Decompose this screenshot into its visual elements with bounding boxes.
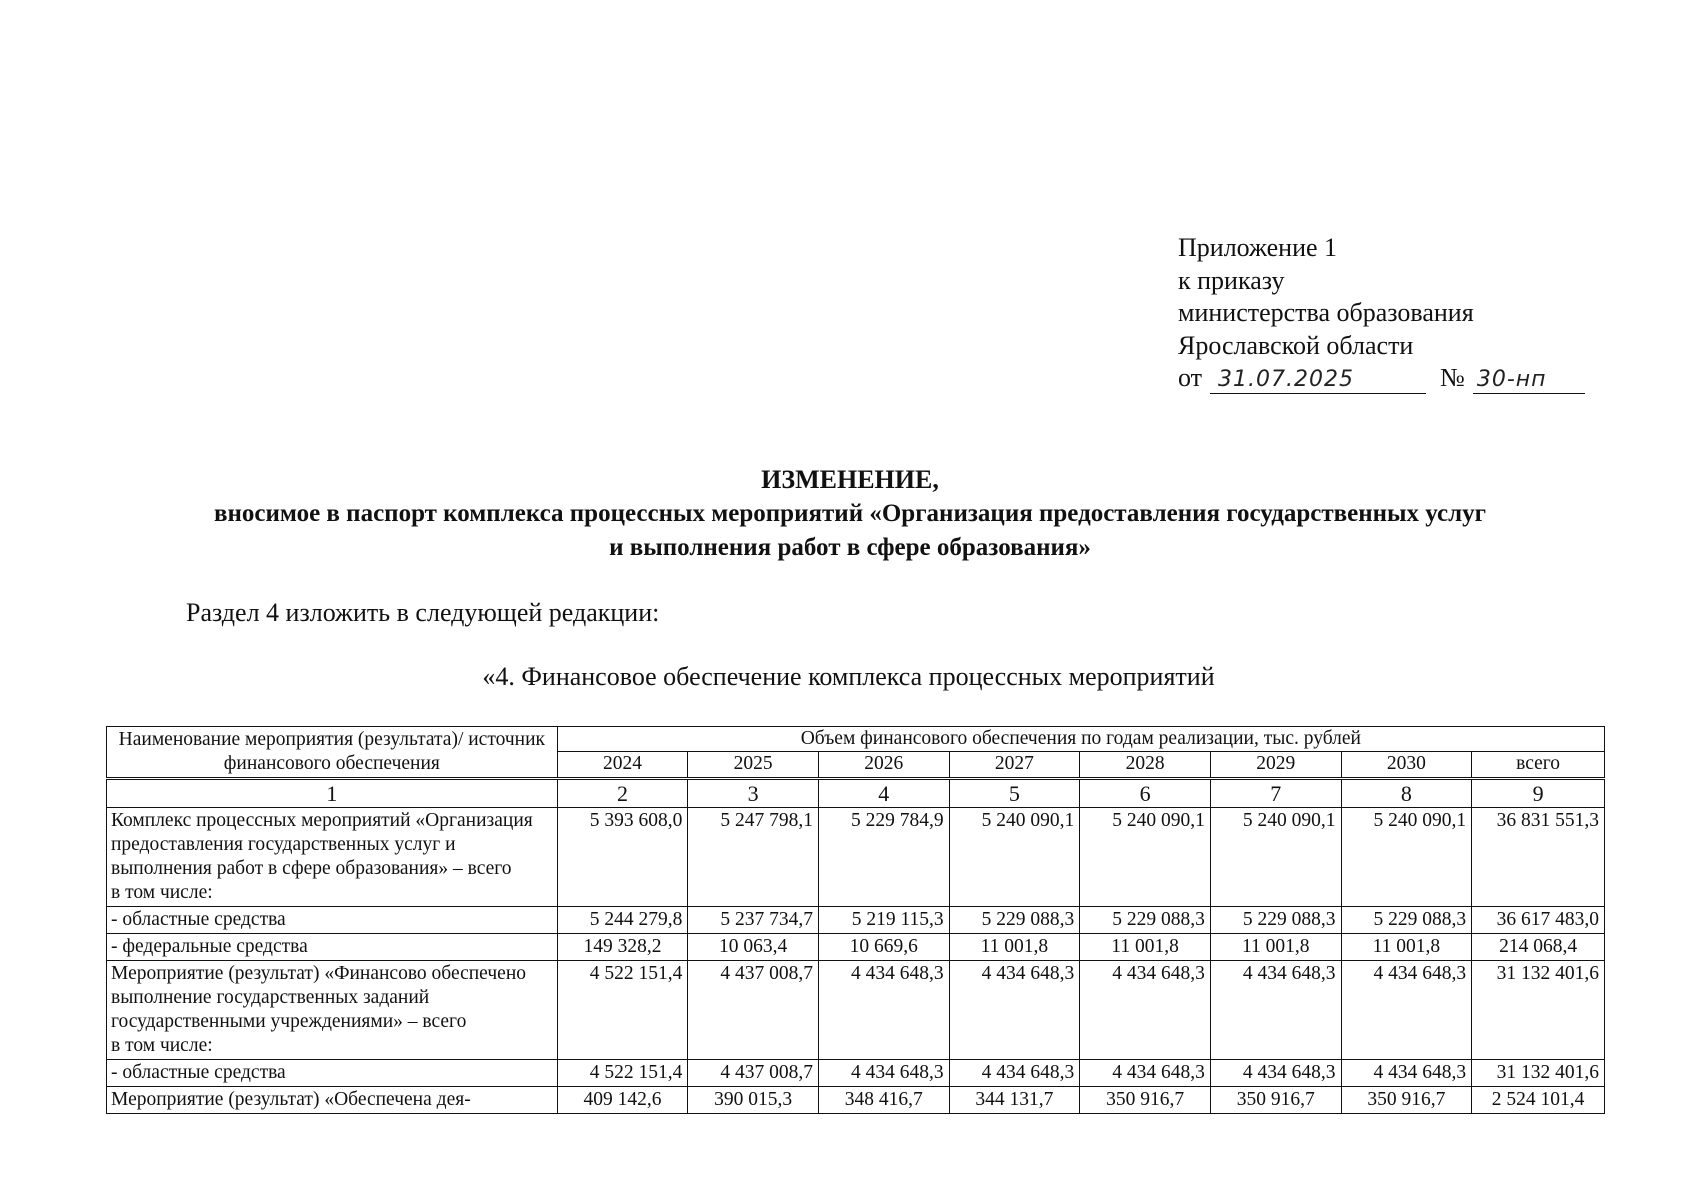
table-row bbox=[107, 961, 1605, 1060]
header-year-cell: 2028 bbox=[1080, 752, 1211, 779]
handwritten-number: 30-нп bbox=[1473, 367, 1585, 394]
total-cell: 36 617 483,0 bbox=[1472, 907, 1605, 934]
row-name-cell: Мероприятие (результат) «Обеспечена дея- bbox=[107, 1087, 558, 1114]
value-cell: 4 434 648,3 bbox=[1210, 1060, 1341, 1087]
value-cell: 4 522 151,4 bbox=[557, 1060, 688, 1087]
table-row bbox=[107, 934, 1605, 961]
value-cell: 5 229 088,3 bbox=[1341, 907, 1472, 934]
value-cell: 5 229 784,9 bbox=[818, 808, 949, 907]
table-row bbox=[107, 1060, 1605, 1087]
value-cell: 5 237 734,7 bbox=[688, 907, 819, 934]
value-cell: 4 434 648,3 bbox=[949, 1060, 1080, 1087]
row-name-cell: - областные средства bbox=[107, 1060, 558, 1087]
value-cell: 348 416,7 bbox=[818, 1087, 949, 1114]
value-cell: 5 240 090,1 bbox=[1341, 808, 1472, 907]
financing-table bbox=[106, 726, 1605, 1114]
value-cell: 5 240 090,1 bbox=[949, 808, 1080, 907]
row-name-cell: - областные средства bbox=[107, 907, 558, 934]
value-cell: 350 916,7 bbox=[1210, 1087, 1341, 1114]
value-cell: 350 916,7 bbox=[1080, 1087, 1211, 1114]
value-cell: 4 434 648,3 bbox=[1210, 961, 1341, 1060]
value-cell: 11 001,8 bbox=[949, 934, 1080, 961]
value-cell: 4 437 008,7 bbox=[688, 961, 819, 1060]
value-cell: 11 001,8 bbox=[1210, 934, 1341, 961]
section-title: «4. Финансовое обеспечение комплекса процессных мероприятий bbox=[482, 662, 1215, 691]
row-name-cell: - федеральные средства bbox=[107, 934, 558, 961]
row-note: в том числе: bbox=[111, 882, 213, 903]
value-cell: 4 434 648,3 bbox=[1080, 1060, 1211, 1087]
value-cell: 4 434 648,3 bbox=[818, 1060, 949, 1087]
document-subtitle-line: вносимое в паспорт комплекса процессных мероприятий «Организация предоставления государственных услуг bbox=[213, 500, 1487, 527]
header-year-cell: 2027 bbox=[949, 752, 1080, 779]
header-total-cell: всего bbox=[1472, 752, 1605, 779]
value-cell: 5 219 115,3 bbox=[818, 907, 949, 934]
row-note: в том числе: bbox=[111, 1035, 213, 1056]
value-cell: 5 229 088,3 bbox=[1080, 907, 1211, 934]
number-sign: № bbox=[1440, 363, 1465, 392]
value-cell: 149 328,2 bbox=[557, 934, 688, 961]
date-prefix: от bbox=[1178, 363, 1203, 392]
table-row bbox=[107, 907, 1605, 934]
value-cell: 5 240 090,1 bbox=[1210, 808, 1341, 907]
value-cell: 4 437 008,7 bbox=[688, 1060, 819, 1087]
value-cell: 5 229 088,3 bbox=[1210, 907, 1341, 934]
value-cell: 5 240 090,1 bbox=[1080, 808, 1211, 907]
value-cell: 5 229 088,3 bbox=[949, 907, 1080, 934]
total-cell: 36 831 551,3 bbox=[1472, 808, 1605, 907]
row-name: Комплекс процессных мероприятий «Организация предоставления государственных услуг и выполнения работ в сфере образования» – всего bbox=[111, 810, 533, 879]
column-index-cell: 8 bbox=[1341, 779, 1472, 808]
document-heading bbox=[100, 463, 1600, 565]
handwritten-date: 31.07.2025 bbox=[1210, 367, 1426, 394]
value-cell: 4 434 648,3 bbox=[1341, 1060, 1472, 1087]
total-cell: 2 524 101,4 bbox=[1472, 1087, 1605, 1114]
column-index-cell: 6 bbox=[1080, 779, 1211, 808]
value-cell: 4 434 648,3 bbox=[818, 961, 949, 1060]
column-index-cell: 5 bbox=[949, 779, 1080, 808]
value-cell: 4 522 151,4 bbox=[557, 961, 688, 1060]
total-cell: 31 132 401,6 bbox=[1472, 961, 1605, 1060]
header-year-cell: 2025 bbox=[688, 752, 819, 779]
value-cell: 5 244 279,8 bbox=[557, 907, 688, 934]
total-cell: 31 132 401,6 bbox=[1472, 1060, 1605, 1087]
appendix-line: министерства образования bbox=[1178, 298, 1474, 327]
order-date-number-line bbox=[1178, 362, 1585, 395]
header-year-cell: 2030 bbox=[1341, 752, 1472, 779]
table-row bbox=[107, 1087, 1605, 1114]
header-year-cell: 2024 bbox=[557, 752, 688, 779]
row-name-cell bbox=[107, 808, 558, 907]
document-subtitle-line: и выполнения работ в сфере образования» bbox=[609, 534, 1091, 561]
header-volume-cell: Объем финансового обеспечения по годам реализации, тыс. рублей bbox=[557, 727, 1604, 752]
appendix-block bbox=[1178, 232, 1585, 395]
value-cell: 344 131,7 bbox=[949, 1087, 1080, 1114]
column-index-cell: 2 bbox=[557, 779, 688, 808]
value-cell: 10 669,6 bbox=[818, 934, 949, 961]
appendix-line: к приказу bbox=[1178, 265, 1285, 295]
document-title: ИЗМЕНЕНИЕ, bbox=[761, 465, 939, 494]
column-index-cell: 3 bbox=[688, 779, 819, 808]
column-index-cell: 7 bbox=[1210, 779, 1341, 808]
value-cell: 4 434 648,3 bbox=[949, 961, 1080, 1060]
value-cell: 5 247 798,1 bbox=[688, 808, 819, 907]
header-year-cell: 2029 bbox=[1210, 752, 1341, 779]
column-index-row bbox=[107, 779, 1605, 808]
column-index-cell: 4 bbox=[818, 779, 949, 808]
column-index-cell: 9 bbox=[1472, 779, 1605, 808]
row-name-cell bbox=[107, 961, 558, 1060]
value-cell: 5 393 608,0 bbox=[557, 808, 688, 907]
appendix-line: Приложение 1 bbox=[1178, 233, 1338, 262]
value-cell: 4 434 648,3 bbox=[1080, 961, 1211, 1060]
instruction-text: Раздел 4 изложить в следующей редакции: bbox=[186, 598, 660, 627]
value-cell: 409 142,6 bbox=[557, 1087, 688, 1114]
value-cell: 4 434 648,3 bbox=[1341, 961, 1472, 1060]
value-cell: 10 063,4 bbox=[688, 934, 819, 961]
value-cell: 11 001,8 bbox=[1080, 934, 1211, 961]
total-cell: 214 068,4 bbox=[1472, 934, 1605, 961]
column-index-cell: 1 bbox=[107, 779, 558, 808]
value-cell: 390 015,3 bbox=[688, 1087, 819, 1114]
row-name: Мероприятие (результат) «Финансово обеспечено выполнение государственных заданий государственными учреждениями» – всего bbox=[111, 963, 527, 1032]
table-row bbox=[107, 808, 1605, 907]
header-year-cell: 2026 bbox=[818, 752, 949, 779]
value-cell: 350 916,7 bbox=[1341, 1087, 1472, 1114]
appendix-line: Ярославской области bbox=[1178, 330, 1414, 360]
value-cell: 11 001,8 bbox=[1341, 934, 1472, 961]
header-name-cell: Наименование мероприятия (результата)/ источник финансового обеспечения bbox=[107, 727, 558, 779]
